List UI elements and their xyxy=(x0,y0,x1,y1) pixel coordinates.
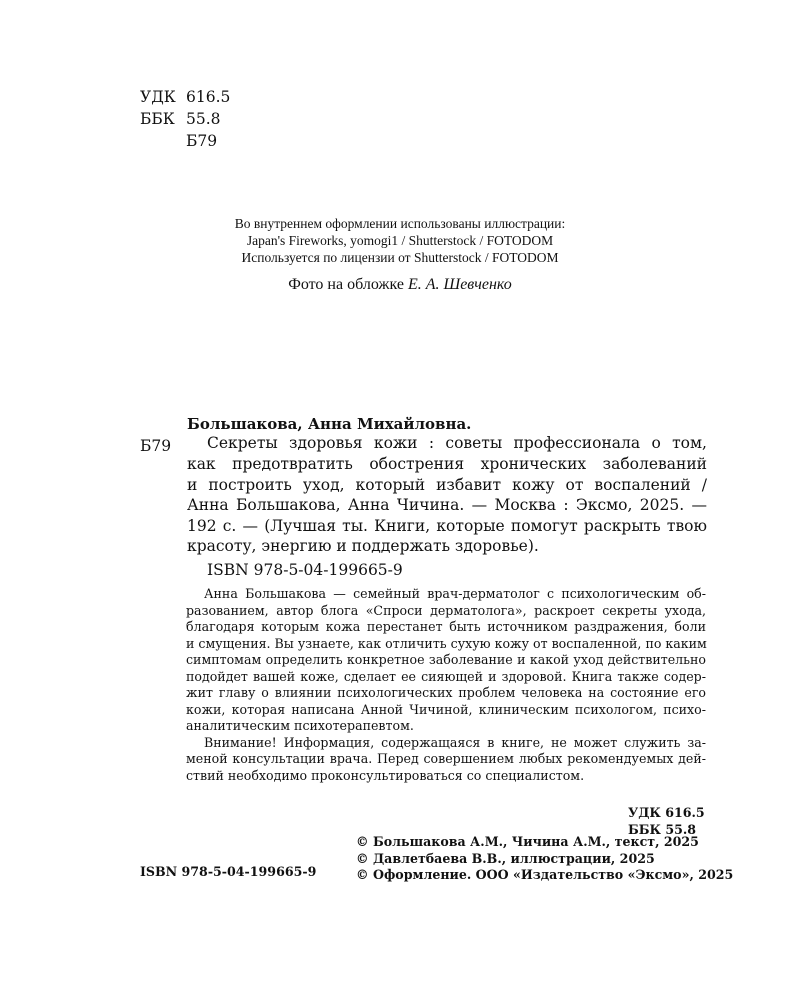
card-author: Большакова, Анна Михайловна. xyxy=(187,415,472,433)
card-isbn: ISBN 978-5-04-199665-9 xyxy=(207,561,403,579)
udk-summary: УДК 616.5 xyxy=(628,805,705,820)
annotation-line: жит главу о влиянии психологических проблем человека на состояние его xyxy=(186,685,706,700)
description-line: как предотвратить обострения хронических заболеваний xyxy=(187,455,707,473)
warning-line: ствий необходимо проконсультироваться со специалистом. xyxy=(186,767,585,783)
udk-row xyxy=(140,86,230,108)
cover-photo-prefix: Фото на обложке xyxy=(288,276,408,293)
annotation-line: разованием, автор блога «Спроси дерматолога», раскроет секреты ухода, xyxy=(186,602,706,618)
warning-line: меной консультации врача. Перед совершением любых рекомендуемых дей- xyxy=(186,751,706,766)
credits-line: Используется по лицензии от Shutterstock / FOTODOM xyxy=(241,250,559,265)
copyright-block xyxy=(356,834,733,884)
credits-line: Во внутреннем оформлении использованы иллюстрации: xyxy=(234,216,566,231)
footer-isbn: ISBN 978-5-04-199665-9 xyxy=(140,864,317,879)
annotation-line: и смущения. Вы узнаете, как отличить сухую кожу от воспаленной, по каким xyxy=(186,635,707,651)
annotation xyxy=(186,586,706,784)
annotation-line: аналитическим психотерапевтом. xyxy=(186,718,414,733)
bbk-label: ББК xyxy=(140,110,175,128)
warning-line: Внимание! Информация, содержащаяся в книге, не может служить за- xyxy=(204,734,706,750)
annotation-line: благодаря которым кожа перестанет быть источником раздражения, боли xyxy=(186,619,706,634)
annotation-line: кожи, которая написана Анной Чичиной, клиническим психологом, психо- xyxy=(186,701,706,717)
bbk-value: 55.8 xyxy=(186,110,221,128)
copyright-line: © Большакова А.М., Чичина А.М., текст, 2025 xyxy=(356,834,699,849)
udk-value: 616.5 xyxy=(186,88,231,106)
cover-photo-name: Е. А. Шевченко xyxy=(407,276,512,293)
annotation-line: подойдет вашей коже, сделает ее сияющей и здоровой. Книга также содер- xyxy=(186,668,706,684)
cover-photo-credit xyxy=(0,276,800,294)
copyright-line: © Давлетбаева В.В., иллюстрации, 2025 xyxy=(356,850,655,866)
card-description-rest xyxy=(187,454,707,557)
annotation-line: симптомам определить конкретное заболевание и какой уход действительно xyxy=(186,652,706,667)
description-line: и построить уход, который избавит кожу от воспалений / xyxy=(187,475,707,494)
illustration-credits xyxy=(0,215,800,266)
bbk-row xyxy=(140,108,230,130)
card-code: Б79 xyxy=(140,437,172,455)
author-sign: Б79 xyxy=(186,132,218,150)
udc-summary xyxy=(628,804,705,838)
description-line: 192 с. — (Лучшая ты. Книги, которые помогут раскрыть твою xyxy=(187,516,707,535)
description-line: Секреты здоровья кожи : советы профессионала о том, xyxy=(207,434,707,452)
copyright-line: © Оформление. ООО «Издательство «Эксмо», 2025 xyxy=(356,867,734,882)
description-line: красоту, энергию и поддержать здоровье). xyxy=(187,537,539,556)
card-description xyxy=(187,433,707,454)
credits-line: Japan's Fireworks, yomogi1 / Shutterstock / FOTODOM xyxy=(246,233,554,248)
annotation-line: Анна Большакова — семейный врач-дерматолог с психологическим об- xyxy=(204,586,706,601)
classification-codes xyxy=(140,86,230,152)
description-line: Анна Большакова, Анна Чичина. — Москва : Эксмо, 2025. — xyxy=(187,496,707,515)
udk-label: УДК xyxy=(140,88,176,106)
bbk-summary: ББК 55.8 xyxy=(628,822,697,837)
author-sign-row xyxy=(140,130,230,152)
